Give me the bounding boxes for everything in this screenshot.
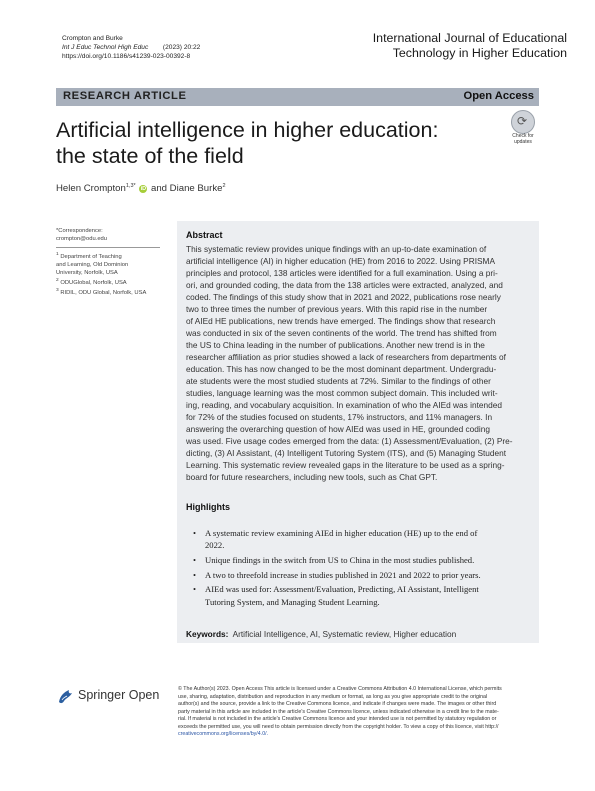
author-2-affiliation: 2 bbox=[222, 183, 226, 189]
abstract-line: education. This has now changed to be the most dominant department. Undergradu- bbox=[186, 364, 497, 374]
title-line1: Artificial intelligence in higher education: bbox=[56, 118, 439, 142]
license-line: © The Author(s) 2023. Open Access This article is licensed under a Creative Commons Attribution 4.0 International License, which permits bbox=[178, 686, 502, 692]
abstract-line: ori, and grounded coding, the data from the 138 articles were extracted, analyzed, and bbox=[186, 280, 503, 290]
license-line: party material in this article are included in the article's Creative Commons licence, unless indicated otherwise in a credit line to the mate- bbox=[178, 708, 499, 715]
abstract-line: ing, reading, and vocabulary acquisition. In examination of who the AIEd was intended bbox=[186, 400, 502, 410]
abstract-heading: Abstract bbox=[186, 230, 223, 240]
check-updates-icon: ⟳ bbox=[511, 110, 535, 134]
author-2[interactable]: Diane Burke bbox=[169, 183, 223, 195]
abstract-text bbox=[186, 243, 533, 483]
journal-name-line1: International Journal of Educational bbox=[372, 31, 567, 45]
check-updates-text bbox=[506, 134, 540, 145]
license-line: use, sharing, adaptation, distribution and reproduction in any medium or format, as long as you give appropriate credit to the original bbox=[178, 693, 488, 700]
affiliation-1-number: 1 bbox=[56, 252, 59, 257]
author-list bbox=[56, 183, 226, 194]
license-text bbox=[178, 686, 540, 739]
license-link[interactable]: creativecommons.org/licenses/by/4.0/. bbox=[178, 731, 269, 737]
affiliation-2 bbox=[56, 277, 164, 287]
doi-link[interactable]: https://doi.org/10.1186/s41239-023-00392-8 bbox=[62, 53, 191, 60]
journal-name-line2: Technology in Higher Education bbox=[392, 46, 567, 60]
bullet-icon: • bbox=[193, 528, 197, 538]
logo-text bbox=[78, 688, 159, 702]
title-line2: the state of the field bbox=[56, 144, 244, 168]
abstract-line: was conducted in six of the seven continents of the world. The trend has shifted from bbox=[186, 328, 497, 338]
article-type-banner bbox=[56, 88, 539, 106]
license-line: author(s) and the source, provide a link to the Creative Commons licence, and indicate if changes were made. The images or other third bbox=[178, 701, 497, 707]
journal-abbreviation: Int J Educ Technol High Educ bbox=[62, 44, 149, 51]
abstract-line: answering the overarching question of how AIEd was used in HE, grounded coding bbox=[186, 424, 490, 434]
logo-open: Open bbox=[128, 688, 160, 702]
article-title bbox=[56, 117, 486, 169]
year-volume: (2023) 20:22 bbox=[162, 44, 201, 51]
affiliation-1-line1: Department of Teaching bbox=[60, 253, 122, 260]
citation-block bbox=[62, 34, 200, 61]
abstract-line: two to three times the number of previous years. With this rapid rise in the number bbox=[186, 304, 488, 314]
abstract-line: the US to China leading in the number of publications. Another new trend is in the bbox=[186, 340, 485, 350]
abstract-line: for 72% of the studies focused on students, 17% instructors, and 11% managers. In bbox=[186, 412, 493, 422]
affiliation-3-text: RIDIL, ODU Global, Norfolk, USA bbox=[60, 289, 147, 296]
highlight-item bbox=[186, 527, 531, 551]
abstract-line: coded. The findings of this study show that in 2021 and 2022, publications rose nearly bbox=[186, 292, 501, 302]
license-line: rial. If material is not included in the article's Creative Commons licence and your intended use is not permitted by statutory regulation or bbox=[178, 716, 497, 722]
abstract-line: This systematic review provides unique findings with an up-to-date examination of bbox=[186, 244, 487, 254]
highlight-text: A two to threefold increase in studies published in 2021 and 2022 to prior years. bbox=[205, 569, 481, 580]
abstract-line: artificial intelligence (AI) in higher education (HE) from 2016 to 2022. Using PRISMA bbox=[186, 256, 495, 266]
keywords-label: Keywords: bbox=[186, 629, 229, 639]
affiliation-2-text: ODUGlobal, Norfolk, USA bbox=[60, 279, 127, 286]
badge-line1: Check for bbox=[512, 133, 534, 139]
highlight-item bbox=[186, 554, 531, 566]
abstract-line: board for future researchers, including new tools, such as Chat GPT. bbox=[186, 472, 438, 482]
check-for-updates-badge[interactable] bbox=[506, 110, 540, 144]
highlight-text: Unique findings in the switch from US to China in the most studies published. bbox=[205, 554, 475, 565]
author-connector: and bbox=[148, 183, 170, 195]
highlight-text: A systematic review examining AIEd in higher education (HE) up to the end of bbox=[205, 528, 478, 538]
correspondence bbox=[56, 227, 164, 243]
abstract-line: researcher affiliation as prior studies showed a lack of researchers from departments of bbox=[186, 352, 506, 362]
logo-springer: Springer bbox=[78, 688, 126, 702]
abstract-line: ate students were the most studied students at 72%. Similar to the findings of other bbox=[186, 376, 491, 386]
open-access-label: Open Access bbox=[463, 90, 534, 102]
affiliation-1-line3: University, Norfolk, USA bbox=[56, 269, 118, 276]
highlight-text: Tutoring System, and Managing Student Learning. bbox=[205, 596, 380, 607]
license-line: exceeds the permitted use, you will need to obtain permission directly from the copyright holder. To view a copy of this licence, visit http:// bbox=[178, 723, 499, 730]
highlight-item bbox=[186, 569, 531, 581]
springer-horse-icon bbox=[56, 686, 74, 706]
highlight-text: AIEd was used for: Assessment/Evaluation, Predicting, AI Assistant, Intelligent bbox=[205, 584, 479, 595]
affiliation-2-number: 2 bbox=[56, 277, 59, 283]
author-1-affiliation: 1,3* bbox=[125, 183, 136, 189]
affiliation-1-line2: and Learning, Old Dominion bbox=[56, 261, 129, 268]
highlights-heading: Highlights bbox=[186, 502, 230, 512]
badge-line2: updates bbox=[514, 138, 532, 145]
abstract-line: was used. Five usage codes emerged from the data: (1) Assessment/Evaluation, (2) Pre- bbox=[186, 436, 513, 446]
journal-name bbox=[373, 31, 567, 61]
orcid-icon[interactable]: iD bbox=[140, 185, 147, 192]
abstract-line: studies, language learning was the most common subject domain. This included writ- bbox=[186, 388, 498, 398]
affiliation-3 bbox=[56, 287, 164, 297]
abstract-line: of AIEd HE publications, new trends have emerged. The findings show that research bbox=[186, 316, 496, 326]
sidebar-divider bbox=[56, 247, 160, 248]
bullet-icon: • bbox=[193, 584, 197, 595]
highlight-item bbox=[186, 583, 531, 607]
bullet-icon: • bbox=[193, 569, 197, 580]
journal-citation bbox=[62, 43, 200, 52]
article-type-label: RESEARCH ARTICLE bbox=[63, 90, 187, 102]
abstract-line: Learning. This systematic review revealed gaps in the literature to be used as a spring- bbox=[186, 460, 505, 470]
affiliation-1 bbox=[56, 251, 164, 261]
bullet-icon: • bbox=[193, 554, 197, 565]
affiliation-3-number: 3 bbox=[56, 287, 59, 293]
authors-short: Crompton and Burke bbox=[62, 35, 123, 42]
abstract-line: dicting, (3) AI Assistant, (4) Intelligent Tutoring System (ITS), and (5) Managing Student bbox=[186, 448, 507, 458]
correspondence-email[interactable]: crompton@odu.edu bbox=[56, 236, 108, 242]
abstract-line: principles and protocol, 138 articles were identified for a full examination. Using a pri- bbox=[186, 268, 498, 278]
highlight-text: 2022. bbox=[205, 540, 225, 551]
correspondence-label: *Correspondence: bbox=[56, 228, 103, 234]
keywords bbox=[186, 629, 456, 639]
author-1[interactable]: Helen Crompton bbox=[56, 183, 126, 195]
springer-open-logo[interactable] bbox=[56, 686, 176, 708]
highlights-list bbox=[186, 527, 531, 610]
affiliations bbox=[56, 251, 164, 297]
keywords-value: Artificial Intelligence, AI, Systematic review, Higher education bbox=[232, 629, 457, 639]
